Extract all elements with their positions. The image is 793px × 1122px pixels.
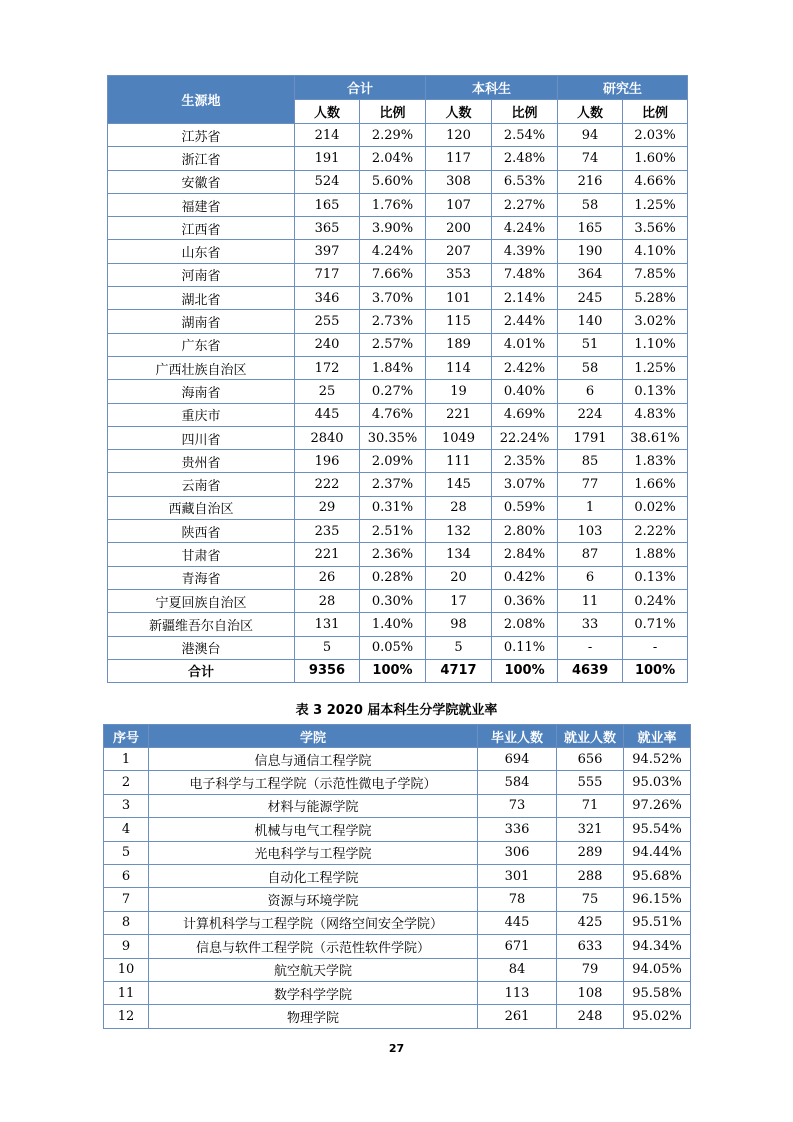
value-cell: 9: [104, 935, 149, 958]
value-cell: 20: [426, 566, 492, 589]
origin-cell: 新疆维吾尔自治区: [108, 613, 295, 636]
value-cell: 29: [295, 496, 360, 519]
value-cell: 216: [558, 170, 623, 193]
origin-cell: 甘肃省: [108, 543, 295, 566]
value-cell: 2.44%: [492, 310, 558, 333]
table-row: [108, 380, 688, 403]
value-cell: 1.10%: [623, 333, 688, 356]
value-cell: 7.66%: [360, 263, 426, 286]
value-cell: 77: [558, 473, 623, 496]
value-cell: 85: [558, 450, 623, 473]
value-cell: 108: [557, 981, 624, 1004]
total-cell: 4717: [426, 659, 492, 682]
value-cell: 2.29%: [360, 124, 426, 147]
college-cell: 物理学院: [149, 1005, 478, 1028]
table-row: [108, 426, 688, 449]
total-row: [108, 659, 688, 682]
value-cell: 2.04%: [360, 147, 426, 170]
value-cell: 4.24%: [492, 217, 558, 240]
table-row: [104, 864, 691, 887]
value-cell: 84: [478, 958, 557, 981]
table-row: [108, 263, 688, 286]
value-cell: 117: [426, 147, 492, 170]
header-count: 人数: [558, 100, 623, 124]
value-cell: 94.44%: [624, 841, 691, 864]
value-cell: 0.31%: [360, 496, 426, 519]
value-cell: 0.02%: [623, 496, 688, 519]
value-cell: 95.58%: [624, 981, 691, 1004]
value-cell: 120: [426, 124, 492, 147]
value-cell: 248: [557, 1005, 624, 1028]
table-row: [108, 613, 688, 636]
value-cell: 445: [478, 911, 557, 934]
table-row: [104, 748, 691, 771]
value-cell: 2.27%: [492, 193, 558, 216]
value-cell: 0.40%: [492, 380, 558, 403]
value-cell: 301: [478, 864, 557, 887]
origin-table: [107, 75, 688, 683]
value-cell: 4.39%: [492, 240, 558, 263]
value-cell: 6.53%: [492, 170, 558, 193]
value-cell: 2.51%: [360, 520, 426, 543]
table-row: [108, 147, 688, 170]
value-cell: 5.28%: [623, 287, 688, 310]
total-label: 合计: [108, 659, 295, 682]
value-cell: 1791: [558, 426, 623, 449]
origin-cell: 宁夏回族自治区: [108, 589, 295, 612]
value-cell: 33: [558, 613, 623, 636]
value-cell: 1.76%: [360, 193, 426, 216]
value-cell: 346: [295, 287, 360, 310]
college-cell: 数学科学学院: [149, 981, 478, 1004]
value-cell: 114: [426, 356, 492, 379]
value-cell: 584: [478, 771, 557, 794]
value-cell: 235: [295, 520, 360, 543]
value-cell: 38.61%: [623, 426, 688, 449]
table-row: [108, 450, 688, 473]
value-cell: 172: [295, 356, 360, 379]
table-row: [108, 240, 688, 263]
value-cell: 0.13%: [623, 380, 688, 403]
value-cell: 1: [104, 748, 149, 771]
value-cell: 10: [104, 958, 149, 981]
value-cell: 3: [104, 794, 149, 817]
table-row: [108, 403, 688, 426]
value-cell: 74: [558, 147, 623, 170]
value-cell: 4.66%: [623, 170, 688, 193]
college-cell: 信息与软件工程学院（示范性软件学院）: [149, 935, 478, 958]
value-cell: 5.60%: [360, 170, 426, 193]
college-cell: 电子科学与工程学院（示范性微电子学院）: [149, 771, 478, 794]
table-row: [108, 287, 688, 310]
value-cell: 5: [104, 841, 149, 864]
value-cell: 96.15%: [624, 888, 691, 911]
value-cell: 107: [426, 193, 492, 216]
value-cell: 75: [557, 888, 624, 911]
table-row: [104, 1005, 691, 1028]
table-row: [108, 520, 688, 543]
value-cell: 28: [295, 589, 360, 612]
header-undergrad: 本科生: [426, 76, 558, 100]
header-grad: 研究生: [558, 76, 688, 100]
value-cell: 5: [426, 636, 492, 659]
origin-cell: 港澳台: [108, 636, 295, 659]
value-cell: -: [558, 636, 623, 659]
value-cell: 255: [295, 310, 360, 333]
value-cell: 0.05%: [360, 636, 426, 659]
value-cell: 165: [558, 217, 623, 240]
header-total: 合计: [295, 76, 426, 100]
college-cell: 航空航天学院: [149, 958, 478, 981]
value-cell: 94: [558, 124, 623, 147]
table-row: [104, 771, 691, 794]
value-cell: 694: [478, 748, 557, 771]
value-cell: 364: [558, 263, 623, 286]
college-cell: 材料与能源学院: [149, 794, 478, 817]
value-cell: 4: [104, 818, 149, 841]
table-row: [108, 636, 688, 659]
table-row: [108, 543, 688, 566]
value-cell: 17: [426, 589, 492, 612]
value-cell: 30.35%: [360, 426, 426, 449]
college-table-body: [104, 748, 691, 1029]
value-cell: 2.09%: [360, 450, 426, 473]
value-cell: 19: [426, 380, 492, 403]
value-cell: 445: [295, 403, 360, 426]
college-cell: 资源与环境学院: [149, 888, 478, 911]
value-cell: 4.76%: [360, 403, 426, 426]
total-cell: 100%: [492, 659, 558, 682]
table-caption: 表 3 2020 届本科生分学院就业率: [295, 703, 498, 718]
value-cell: 94.34%: [624, 935, 691, 958]
value-cell: 101: [426, 287, 492, 310]
value-cell: 73: [478, 794, 557, 817]
value-cell: 12: [104, 1005, 149, 1028]
value-cell: 2.57%: [360, 333, 426, 356]
table-row: [108, 589, 688, 612]
college-employment-table: [103, 724, 691, 1029]
value-cell: 95.68%: [624, 864, 691, 887]
value-cell: 2.35%: [492, 450, 558, 473]
value-cell: 221: [426, 403, 492, 426]
origin-cell: 山东省: [108, 240, 295, 263]
value-cell: 8: [104, 911, 149, 934]
header-index: 序号: [104, 725, 149, 748]
value-cell: 0.28%: [360, 566, 426, 589]
value-cell: 132: [426, 520, 492, 543]
value-cell: 671: [478, 935, 557, 958]
value-cell: 207: [426, 240, 492, 263]
value-cell: 2.22%: [623, 520, 688, 543]
header-ratio: 比例: [360, 100, 426, 124]
value-cell: 4.83%: [623, 403, 688, 426]
value-cell: 1.88%: [623, 543, 688, 566]
total-cell: 100%: [623, 659, 688, 682]
value-cell: 51: [558, 333, 623, 356]
header-count: 人数: [426, 100, 492, 124]
college-cell: 自动化工程学院: [149, 864, 478, 887]
value-cell: 0.71%: [623, 613, 688, 636]
value-cell: 28: [426, 496, 492, 519]
value-cell: 3.90%: [360, 217, 426, 240]
value-cell: 2.36%: [360, 543, 426, 566]
value-cell: 3.07%: [492, 473, 558, 496]
value-cell: 397: [295, 240, 360, 263]
value-cell: 0.36%: [492, 589, 558, 612]
value-cell: -: [623, 636, 688, 659]
origin-cell: 湖北省: [108, 287, 295, 310]
value-cell: 191: [295, 147, 360, 170]
value-cell: 4.69%: [492, 403, 558, 426]
value-cell: 1: [558, 496, 623, 519]
value-cell: 4.01%: [492, 333, 558, 356]
value-cell: 1.83%: [623, 450, 688, 473]
value-cell: 2.54%: [492, 124, 558, 147]
value-cell: 190: [558, 240, 623, 263]
value-cell: 26: [295, 566, 360, 589]
origin-cell: 海南省: [108, 380, 295, 403]
value-cell: 214: [295, 124, 360, 147]
table-row: [108, 170, 688, 193]
total-cell: 100%: [360, 659, 426, 682]
table-row: [104, 935, 691, 958]
value-cell: 6: [104, 864, 149, 887]
value-cell: 221: [295, 543, 360, 566]
origin-cell: 重庆市: [108, 403, 295, 426]
college-cell: 计算机科学与工程学院（网络空间安全学院）: [149, 911, 478, 934]
value-cell: 2.84%: [492, 543, 558, 566]
value-cell: 6: [558, 380, 623, 403]
table-row: [108, 356, 688, 379]
table-row: [108, 310, 688, 333]
value-cell: 0.59%: [492, 496, 558, 519]
value-cell: 0.42%: [492, 566, 558, 589]
header-ratio: 比例: [492, 100, 558, 124]
origin-cell: 云南省: [108, 473, 295, 496]
table-row: [104, 911, 691, 934]
origin-cell: 西藏自治区: [108, 496, 295, 519]
value-cell: 95.51%: [624, 911, 691, 934]
origin-cell: 广西壮族自治区: [108, 356, 295, 379]
value-cell: 1.40%: [360, 613, 426, 636]
value-cell: 111: [426, 450, 492, 473]
value-cell: 3.70%: [360, 287, 426, 310]
origin-table-body: [108, 124, 688, 683]
value-cell: 145: [426, 473, 492, 496]
value-cell: 717: [295, 263, 360, 286]
value-cell: 58: [558, 193, 623, 216]
table-row: [104, 818, 691, 841]
header-count: 人数: [295, 100, 360, 124]
table-row: [104, 794, 691, 817]
value-cell: 79: [557, 958, 624, 981]
value-cell: 3.02%: [623, 310, 688, 333]
value-cell: 98: [426, 613, 492, 636]
table-row: [108, 496, 688, 519]
value-cell: 2.48%: [492, 147, 558, 170]
value-cell: 1.84%: [360, 356, 426, 379]
value-cell: 4.10%: [623, 240, 688, 263]
table-row: [104, 981, 691, 1004]
value-cell: 3.56%: [623, 217, 688, 240]
table-row: [108, 473, 688, 496]
page-number: 27: [388, 1042, 405, 1055]
value-cell: 7: [104, 888, 149, 911]
value-cell: 94.05%: [624, 958, 691, 981]
value-cell: 2.03%: [623, 124, 688, 147]
value-cell: 306: [478, 841, 557, 864]
value-cell: 94.52%: [624, 748, 691, 771]
value-cell: 95.02%: [624, 1005, 691, 1028]
table-row: [108, 333, 688, 356]
value-cell: 5: [295, 636, 360, 659]
value-cell: 87: [558, 543, 623, 566]
origin-cell: 江西省: [108, 217, 295, 240]
value-cell: 2.14%: [492, 287, 558, 310]
value-cell: 2: [104, 771, 149, 794]
value-cell: 0.30%: [360, 589, 426, 612]
value-cell: 200: [426, 217, 492, 240]
value-cell: 288: [557, 864, 624, 887]
value-cell: 555: [557, 771, 624, 794]
origin-cell: 江苏省: [108, 124, 295, 147]
value-cell: 165: [295, 193, 360, 216]
header-rate: 就业率: [624, 725, 691, 748]
value-cell: 0.13%: [623, 566, 688, 589]
table-row: [108, 217, 688, 240]
table-row: [108, 124, 688, 147]
value-cell: 2840: [295, 426, 360, 449]
value-cell: 1049: [426, 426, 492, 449]
value-cell: 25: [295, 380, 360, 403]
header-employed: 就业人数: [557, 725, 624, 748]
value-cell: 1.66%: [623, 473, 688, 496]
value-cell: 2.80%: [492, 520, 558, 543]
value-cell: 336: [478, 818, 557, 841]
value-cell: 524: [295, 170, 360, 193]
value-cell: 196: [295, 450, 360, 473]
value-cell: 11: [558, 589, 623, 612]
value-cell: 2.73%: [360, 310, 426, 333]
value-cell: 1.25%: [623, 193, 688, 216]
value-cell: 0.11%: [492, 636, 558, 659]
value-cell: 0.27%: [360, 380, 426, 403]
value-cell: 2.37%: [360, 473, 426, 496]
value-cell: 71: [557, 794, 624, 817]
origin-cell: 安徽省: [108, 170, 295, 193]
header-origin: 生源地: [108, 76, 295, 124]
value-cell: 7.85%: [623, 263, 688, 286]
value-cell: 1.60%: [623, 147, 688, 170]
value-cell: 353: [426, 263, 492, 286]
value-cell: 22.24%: [492, 426, 558, 449]
value-cell: 261: [478, 1005, 557, 1028]
value-cell: 2.08%: [492, 613, 558, 636]
value-cell: 245: [558, 287, 623, 310]
value-cell: 1.25%: [623, 356, 688, 379]
value-cell: 115: [426, 310, 492, 333]
value-cell: 656: [557, 748, 624, 771]
table-row: [104, 958, 691, 981]
header-ratio: 比例: [623, 100, 688, 124]
value-cell: 2.42%: [492, 356, 558, 379]
origin-cell: 青海省: [108, 566, 295, 589]
college-cell: 光电科学与工程学院: [149, 841, 478, 864]
table-row: [108, 566, 688, 589]
origin-cell: 福建省: [108, 193, 295, 216]
college-cell: 机械与电气工程学院: [149, 818, 478, 841]
value-cell: 7.48%: [492, 263, 558, 286]
header-college: 学院: [149, 725, 478, 748]
value-cell: 131: [295, 613, 360, 636]
value-cell: 103: [558, 520, 623, 543]
origin-cell: 河南省: [108, 263, 295, 286]
value-cell: 189: [426, 333, 492, 356]
value-cell: 97.26%: [624, 794, 691, 817]
origin-cell: 四川省: [108, 426, 295, 449]
value-cell: 58: [558, 356, 623, 379]
origin-cell: 湖南省: [108, 310, 295, 333]
value-cell: 289: [557, 841, 624, 864]
value-cell: 0.24%: [623, 589, 688, 612]
value-cell: 11: [104, 981, 149, 1004]
table-row: [108, 193, 688, 216]
value-cell: 95.03%: [624, 771, 691, 794]
origin-cell: 贵州省: [108, 450, 295, 473]
value-cell: 308: [426, 170, 492, 193]
value-cell: 321: [557, 818, 624, 841]
value-cell: 78: [478, 888, 557, 911]
value-cell: 224: [558, 403, 623, 426]
total-cell: 9356: [295, 659, 360, 682]
table-row: [104, 841, 691, 864]
table-row: [104, 888, 691, 911]
origin-cell: 浙江省: [108, 147, 295, 170]
value-cell: 365: [295, 217, 360, 240]
value-cell: 6: [558, 566, 623, 589]
header-graduates: 毕业人数: [478, 725, 557, 748]
value-cell: 633: [557, 935, 624, 958]
value-cell: 140: [558, 310, 623, 333]
value-cell: 95.54%: [624, 818, 691, 841]
value-cell: 425: [557, 911, 624, 934]
value-cell: 134: [426, 543, 492, 566]
total-cell: 4639: [558, 659, 623, 682]
value-cell: 113: [478, 981, 557, 1004]
origin-cell: 陕西省: [108, 520, 295, 543]
origin-cell: 广东省: [108, 333, 295, 356]
value-cell: 240: [295, 333, 360, 356]
value-cell: 4.24%: [360, 240, 426, 263]
college-cell: 信息与通信工程学院: [149, 748, 478, 771]
value-cell: 222: [295, 473, 360, 496]
